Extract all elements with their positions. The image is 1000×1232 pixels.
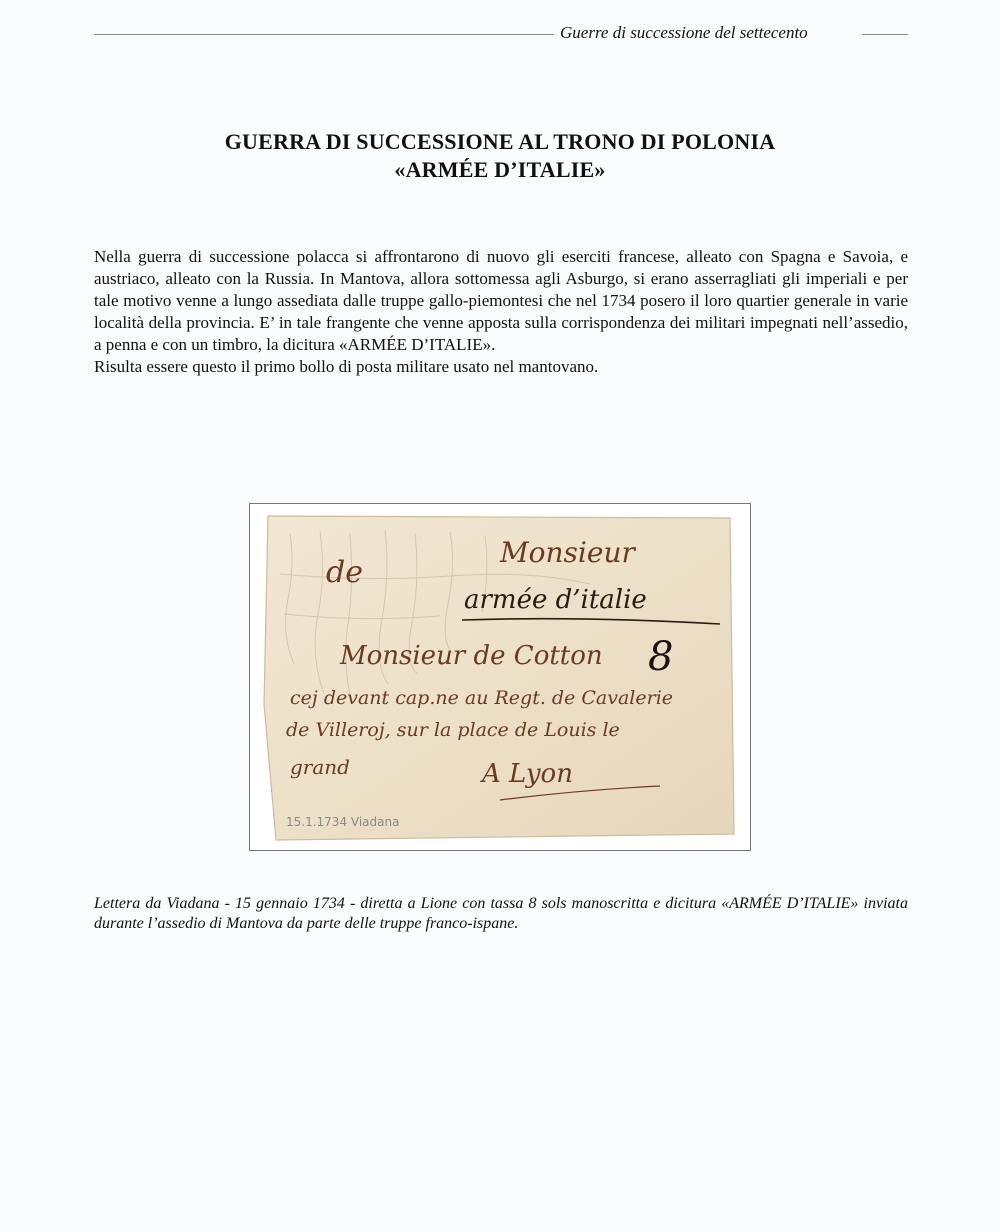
page-title [0, 128, 1000, 184]
body-text [94, 246, 908, 378]
script-de: de [326, 555, 363, 590]
script-armee-italie: armée d’italie [464, 585, 647, 615]
script-line3: cej devant cap.ne au Regt. de Cavalerie [290, 687, 674, 709]
header-section-title: Guerre di successione del settecento [560, 23, 808, 42]
pencil-note: 15.1.1734 Viadana [286, 815, 400, 829]
header-rule-right [862, 34, 908, 35]
script-tax: 8 [648, 634, 674, 680]
body-paragraph-2: Risulta essere questo il primo bollo di posta militare usato nel mantovano. [94, 357, 599, 376]
page-title-line2: «ARMÉE D’ITALIE» [394, 157, 606, 182]
letter-image [250, 504, 750, 850]
script-monsieur: Monsieur [500, 536, 635, 569]
script-line4: de Villeroj, sur la place de Louis le [286, 719, 620, 741]
page-header [94, 22, 908, 46]
script-addressee: Monsieur de Cotton [340, 641, 603, 671]
body-paragraph-1: Nella guerra di successione polacca si affrontarono di nuovo gli eserciti francese, alleato con Spagna e Savoia, e austriaco, alleato con la Russia. In Mantova, allora sottomessa agli Asburgo, si erano asserragliati gli imperiali e per tale motivo venne a lungo assediata dalle truppe gallo-piemontesi che nel 1734 posero il loro quartier generale in varie località della provincia. E’ in tale frangente che venne apposta sulla corrispondenza dei militari impegnati nell’assedio, a penna e con un timbro, la dicitura «ARMÉE D’ITALIE». [94, 247, 908, 354]
script-line5: grand [290, 755, 350, 779]
photo-caption: Lettera da Viadana - 15 gennaio 1734 - diretta a Lione con tassa 8 sols manoscritta e dicitura «ARMÉE D’ITALIE» inviata durante l’assedio di Mantova da parte delle truppe franco-ispane. [94, 895, 908, 932]
script-city: A Lyon [482, 759, 573, 789]
header-rule-left [94, 34, 554, 35]
page-title-line1: GUERRA DI SUCCESSIONE AL TRONO DI POLONIA [224, 129, 776, 154]
letter-photo [249, 503, 751, 851]
